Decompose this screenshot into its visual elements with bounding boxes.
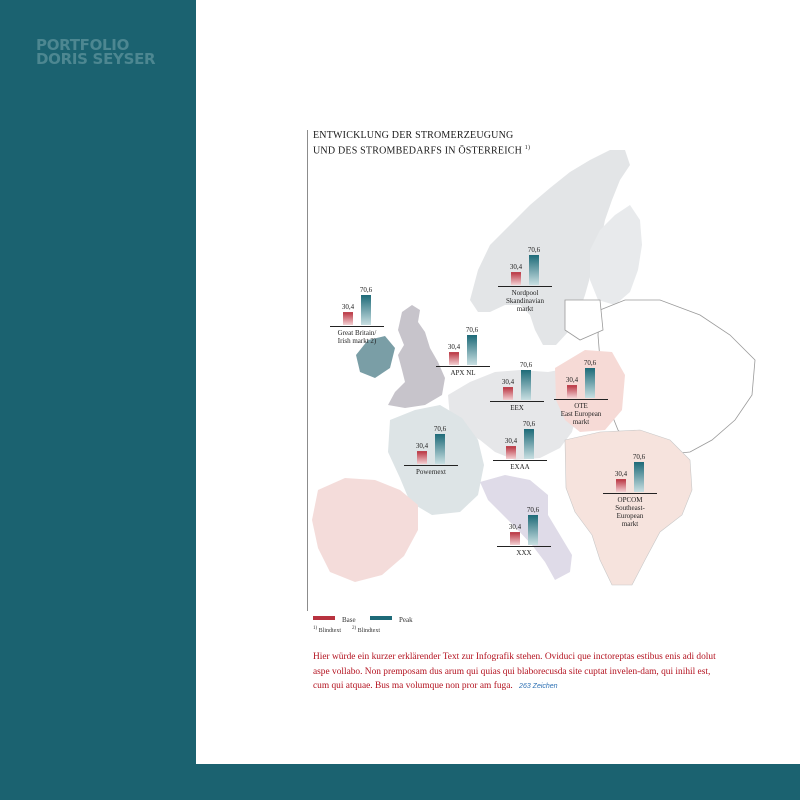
title-line-2: UND DES STROMBEDARFS IN ÖSTERREICH [313, 145, 523, 157]
market-label: East European [560, 410, 602, 418]
value-label: 30,4 [501, 378, 515, 387]
market-label: Skandinavian [505, 297, 545, 305]
bar-base [343, 312, 353, 325]
market-label: OPCOM [617, 496, 643, 504]
bar-peak [435, 434, 445, 464]
value-label: 30,4 [508, 523, 522, 532]
value-label: 70,6 [526, 505, 540, 514]
value-label: 30,4 [614, 470, 628, 479]
market-label: Southeast- [615, 504, 645, 512]
footnote-1-text: Blindtext [318, 628, 342, 634]
footnote-2-text: Blindtext [357, 628, 381, 634]
value-label: 70,6 [522, 419, 536, 428]
value-label: 30,4 [447, 343, 461, 352]
value-label: 30,4 [341, 303, 355, 312]
market-label: Powernext [416, 468, 446, 476]
bar-peak [634, 462, 644, 492]
footnote-2 [352, 626, 380, 634]
market-label: XXX [516, 549, 532, 557]
value-label: 70,6 [527, 245, 541, 254]
bar-base [511, 272, 521, 285]
brand-line-2: DORIS SEYSER [36, 50, 156, 68]
legend-peak-swatch [370, 616, 392, 620]
market-label: markt [516, 305, 534, 313]
market-label: EEX [510, 404, 524, 412]
value-label: 70,6 [465, 325, 479, 334]
market-label: Irish markt 2) [337, 337, 377, 345]
title-footnote-marker: 1) [524, 145, 531, 151]
footnote-1-marker: 1) [313, 626, 318, 631]
region-iberia [312, 478, 418, 582]
value-label: 30,4 [509, 263, 523, 272]
bar-base [506, 446, 516, 459]
bar-base [616, 479, 626, 492]
value-label: 70,6 [359, 285, 373, 294]
value-label: 30,4 [415, 442, 429, 451]
value-label: 70,6 [433, 424, 447, 433]
bar-peak [521, 370, 531, 400]
bar-base [567, 385, 577, 398]
description-text [313, 650, 723, 695]
value-label: 30,4 [504, 437, 518, 446]
character-count: 263 Zeichen [519, 683, 558, 690]
bar-base [417, 451, 427, 464]
legend-base-label: Base [342, 616, 356, 624]
bar-peak [529, 255, 539, 285]
market-group [330, 286, 384, 345]
brand-line-1: PORTFOLIO [36, 36, 130, 54]
bar-peak [524, 429, 534, 459]
region-great-britain [388, 305, 445, 408]
bar-base [449, 352, 459, 365]
legend-base-swatch [313, 616, 335, 620]
market-group [436, 326, 490, 377]
value-label: 70,6 [519, 360, 533, 369]
market-label: Great Britain/ [337, 329, 377, 337]
bar-peak [467, 335, 477, 365]
description-body: Hier würde ein kurzer erklärender Text zur Infografik stehen. Oviduci que inctoreptas estibus enis adi dolut aspe vollabo. Non premposam dus arum qui quias qui blaborecusda site cuptat invelen-dam, qui inihil est, cum qui atquae. Bus ma volumque non pror am fuga. [313, 652, 716, 691]
market-label: APX NL [450, 369, 476, 377]
title-line-1: ENTWICKLUNG DER STROMERZEUGUNG [313, 130, 514, 141]
region-italy [480, 475, 572, 580]
bar-peak [585, 368, 595, 398]
legend-peak-label: Peak [399, 616, 413, 624]
bar-base [503, 387, 513, 400]
market-label: markt [621, 520, 639, 528]
market-label: markt [572, 418, 590, 426]
footnote-2-marker: 2) [352, 626, 357, 631]
bar-base [510, 532, 520, 545]
market-label: European [616, 512, 644, 520]
region-baltics [565, 300, 603, 340]
value-label: 70,6 [632, 452, 646, 461]
market-label: Nordpool [511, 289, 539, 297]
value-label: 30,4 [565, 376, 579, 385]
market-label: EXAA [510, 463, 530, 471]
market-label: OTE [574, 402, 588, 410]
bar-peak [528, 515, 538, 545]
bar-peak [361, 295, 371, 325]
footnote-1 [313, 626, 341, 634]
value-label: 70,6 [583, 358, 597, 367]
